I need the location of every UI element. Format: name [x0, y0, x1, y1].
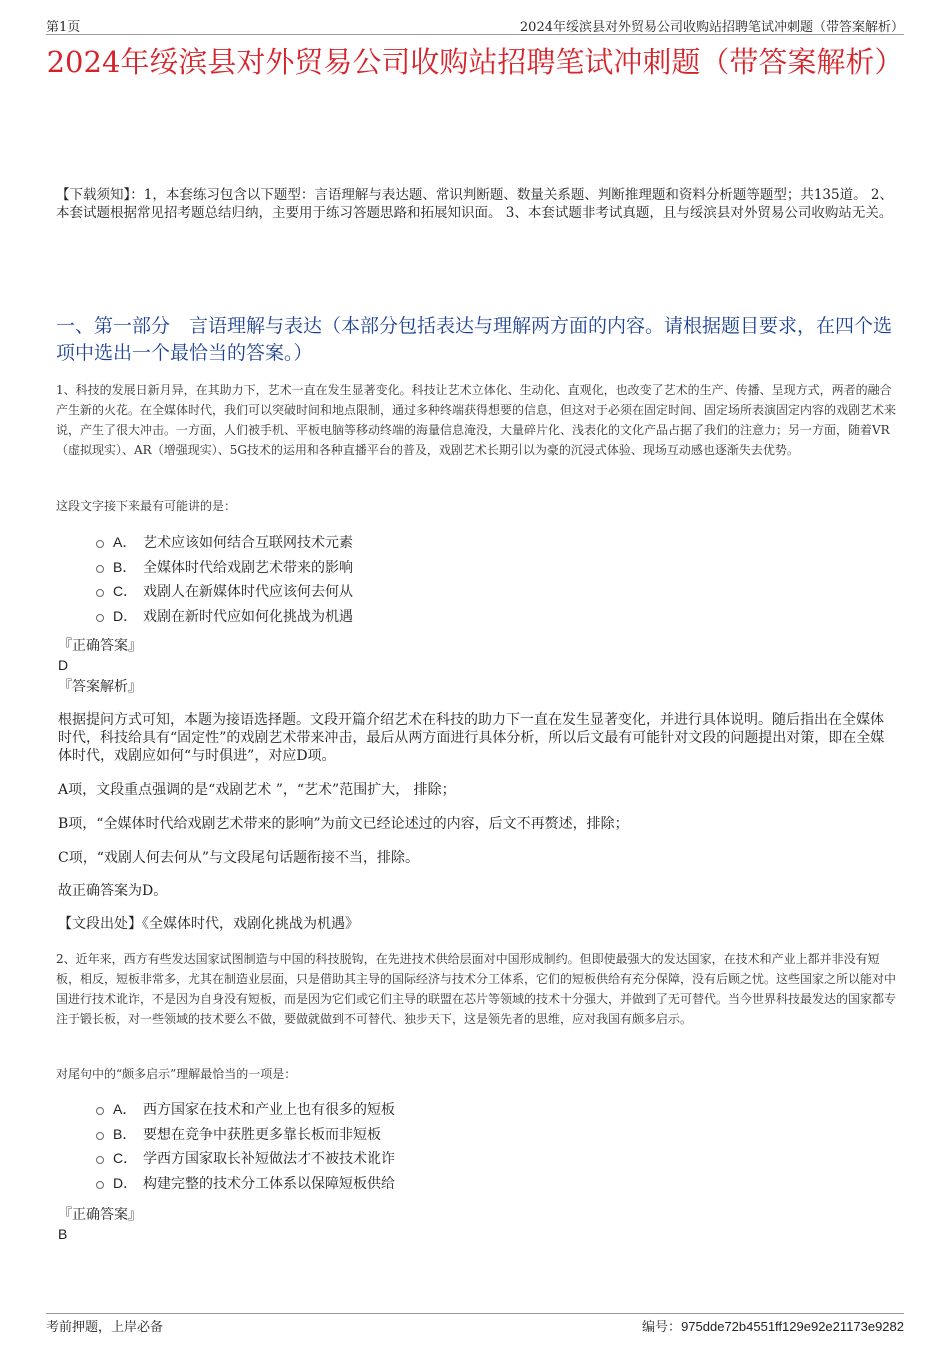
passage-text: 1、科技的发展日新月异，在其助力下，艺术一直在发生显著变化。科技让艺术立体化、生动化、直观化，也改变了艺术的生产、传播、呈现方式，两者的融合产生新的火花。在全媒体时代，我们可以突破时间和地点限制，通过多种终端获得想要的信息，但这对于必须在固定时间、固定场所表演固定内容的戏剧艺术来说，产生了很大冲击。一方面，人们被手机、平板电脑等移动终端的海量信息淹没，大量碎片化、浅表化的文化产品占据了我们的注意力；另一方面，随着VR（虚拟现实）、AR（增强现实）、5G技术的运用和各种直播平台的普及，戏剧艺术长期引以为豪的沉浸式体验、现场互动感也逐渐失去优势。 — [56, 383, 897, 457]
option-d[interactable] — [96, 604, 353, 629]
option-a[interactable] — [96, 1097, 395, 1122]
code-value: 975dde72b4551ff129e92e21173e9282 — [681, 1319, 904, 1334]
document-title: 2024年绥滨县对外贸易公司收购站招聘笔试冲刺题（带答案解析） — [46, 45, 904, 79]
radio-icon[interactable] — [96, 1181, 104, 1189]
radio-icon[interactable] — [96, 540, 104, 548]
option-text: 戏剧在新时代应如何化挑战为机遇 — [143, 608, 353, 625]
prompt-text: 对尾句中的“颇多启示”理解最恰当的一项是： — [56, 1067, 297, 1081]
analysis-text: 根据提问方式可知，本题为接语选择题。文段开篇介绍艺术在科技的助力下一直在发生显著变化，并进行具体说明。随后指出在全媒体时代，科技给具有“固定性”的戏剧艺术带来冲击，最后从两方面进行具体分析，所以后文最有可能针对文段的问题提出对策，即在全媒体时代，戏剧应如何“与时俱进”，对应D项。 — [58, 712, 885, 764]
option-text: 要想在竞争中获胜更多靠长板而非短板 — [143, 1126, 381, 1143]
answer-label: 『正确答案』 — [58, 1207, 142, 1223]
prompt-text: 这段文字接下来最有可能讲的是： — [56, 499, 237, 513]
option-b[interactable] — [96, 555, 353, 580]
option-letter: C． — [113, 583, 138, 600]
page-header — [46, 14, 904, 35]
option-text: 西方国家在技术和产业上也有很多的短板 — [143, 1102, 395, 1119]
analysis-item-c: C项，“戏剧人何去何从”与文段尾句话题衔接不当，排除。 — [58, 850, 420, 866]
question-2-options — [96, 1097, 395, 1195]
footer-code — [642, 1316, 904, 1335]
option-text: 构建完整的技术分工体系以保障短板供给 — [143, 1175, 395, 1192]
option-d[interactable] — [96, 1171, 395, 1196]
analysis-conclusion: 故正确答案为D。 — [58, 883, 168, 899]
question-2-prompt — [56, 1065, 898, 1083]
option-letter: D． — [113, 607, 138, 624]
question-1-options — [96, 530, 353, 628]
header-doc-title: 2024年绥滨县对外贸易公司收购站招聘笔试冲刺题（带答案解析） — [519, 20, 904, 35]
option-letter: D． — [113, 1174, 138, 1191]
option-text: 戏剧人在新媒体时代应该何去何从 — [143, 584, 353, 601]
radio-icon[interactable] — [96, 614, 104, 622]
radio-icon[interactable] — [96, 589, 104, 597]
page-footer — [46, 1313, 904, 1334]
option-text: 艺术应该如何结合互联网技术元素 — [143, 535, 353, 552]
radio-icon[interactable] — [96, 1107, 104, 1115]
analysis-label: 『答案解析』 — [58, 679, 142, 695]
passage-text: 2、近年来，西方有些发达国家试图制造与中国的科技脱钩，在先进技术供给层面对中国形成制约。但即使最强大的发达国家，在技术和产业上都并非没有短板，相反，短板非常多，尤其在制造业层面，只是借助其主导的国际经济与技术分工体系，它们的短板供给有充分保障，没有后顾之忧。这些国家之所以能对中国进行技术讹诈，不是因为自身没有短板，而是因为它们或它们主导的联盟在芯片等领域的技术十分强大，并做到了无可替代。当今世界科技最发达的国家都专注于锻长板，对一些领域的技术要么不做，要做就做到不可替代、独步天下，这是领先者的思维，应对我国有颇多启示。 — [56, 952, 897, 1026]
passage-source: 【文段出处】《全媒体时代，戏剧化挑战为机遇》 — [58, 916, 359, 932]
page-number: 第1页 — [46, 20, 81, 35]
option-a[interactable] — [96, 530, 353, 555]
question-1-passage — [56, 380, 898, 460]
option-c[interactable] — [96, 1146, 395, 1171]
option-text: 学西方国家取长补短做法才不被技术讹诈 — [143, 1151, 395, 1168]
option-letter: A． — [113, 1101, 137, 1118]
answer-value: B — [58, 1226, 68, 1242]
option-letter: B． — [113, 1125, 137, 1142]
section-heading: 一、第一部分 言语理解与表达（本部分包括表达与理解两方面的内容。请根据题目要求，在四个选项中选出一个最恰当的答案。） — [56, 315, 893, 364]
radio-icon[interactable] — [96, 1132, 104, 1140]
analysis-item-b: B项，“全媒体时代给戏剧艺术带来的影响”为前文已经论述过的内容，后文不再赘述，排除； — [58, 816, 629, 832]
option-b[interactable] — [96, 1122, 395, 1147]
analysis-item-a: A项，文段重点强调的是“戏剧艺术 ”，“艺术”范围扩大， 排除； — [58, 782, 456, 798]
option-letter: A． — [113, 534, 137, 551]
question-1-prompt — [56, 497, 898, 515]
footer-slogan: 考前押题，上岸必备 — [46, 1320, 164, 1335]
code-label: 编号： — [642, 1320, 682, 1335]
radio-icon[interactable] — [96, 1156, 104, 1164]
option-c[interactable] — [96, 579, 353, 604]
download-notice: 【下载须知】：1，本套练习包含以下题型：言语理解与表达题、常识判断题、数量关系题、判断推理题和资料分析题等题型；共135道。 2、本套试题根据常见招考题总结归纳，主要用于练习答题思路和拓展知识面。 3、本套试题非考试真题，且与绥滨县对外贸易公司收购站无关。 — [56, 187, 893, 221]
radio-icon[interactable] — [96, 565, 104, 573]
option-letter: B． — [113, 558, 137, 575]
answer-value: D — [58, 657, 69, 673]
answer-label: 『正确答案』 — [58, 638, 142, 654]
option-text: 全媒体时代给戏剧艺术带来的影响 — [143, 559, 353, 576]
option-letter: C． — [113, 1150, 138, 1167]
question-2-passage — [56, 949, 898, 1029]
